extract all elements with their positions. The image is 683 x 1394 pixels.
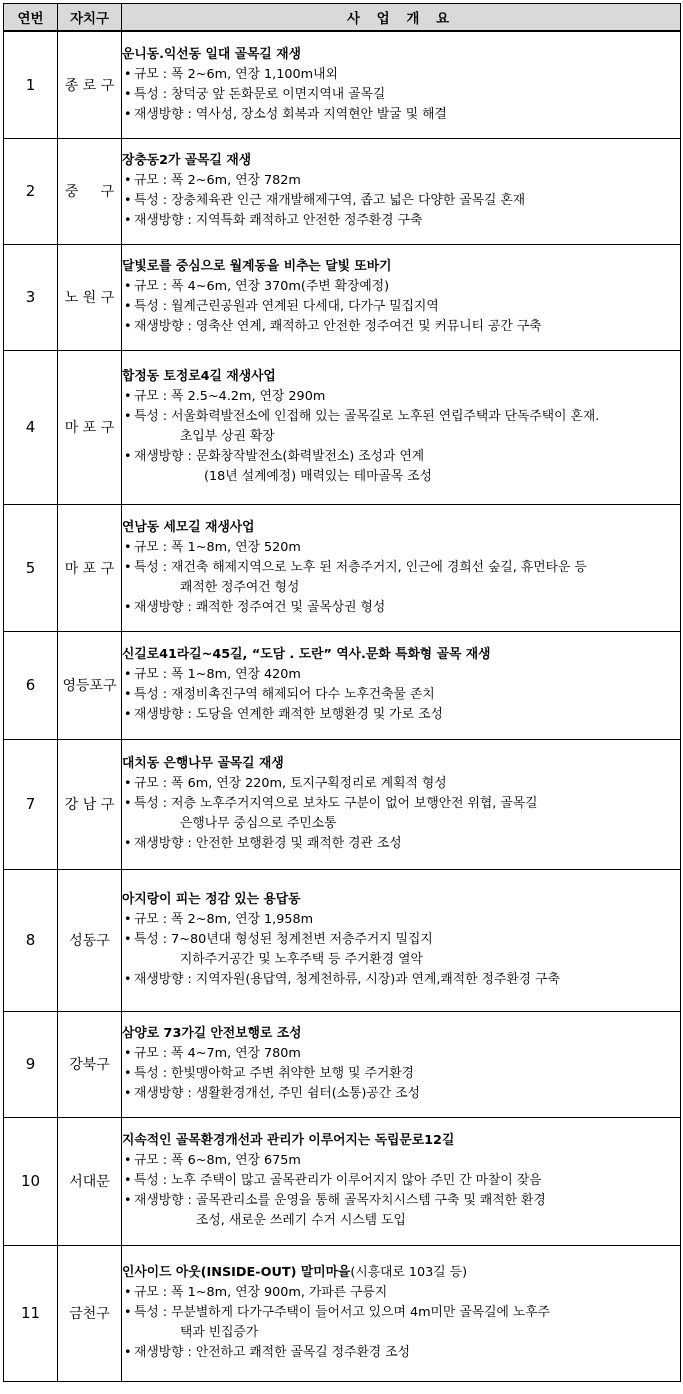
project-summary [122,869,681,1011]
project-title-text: 인사이드 아웃(INSIDE-OUT) 말미마을 [122,1265,351,1280]
project-title-text: 합정동 토정로4길 재생사업 [122,369,276,384]
table-row [4,631,681,739]
summary-item-continuation: 쾌적한 정주여건 형성 [180,579,300,595]
table-row [4,138,681,244]
table-row [4,869,681,1011]
summary-item: • 특성 : 창덕궁 앞 돈화문로 이면지역내 골목길 [122,85,680,105]
table-row [4,1011,681,1117]
project-title [122,1131,680,1151]
project-title [122,151,680,171]
project-summary [122,138,681,244]
project-title-text: 연남동 세모길 재생사업 [122,519,255,535]
row-number: 6 [4,631,58,739]
row-number: 1 [4,31,58,138]
summary-item: • 재생방향 : 역사성, 장소성 회복과 지역현안 발굴 및 해결 [122,105,680,125]
summary-item: • 규모 : 폭 6~8m, 연장 675m [122,1151,680,1171]
project-title-text: 달빛로를 중심으로 월계동을 비추는 달빛 또바기 [122,259,392,274]
summary-item: • 재생방향 : 지역자원(용답역, 청계천하류, 시장)과 연계,쾌적한 정주환경 구축 [122,970,680,990]
project-title-text: 삼양로 73가길 안전보행로 조성 [122,1026,302,1041]
table-row [4,739,681,869]
summary-item: • 규모 : 폭 1~8m, 연장 420m [122,665,680,685]
summary-item: • 재생방향 : 안전하고 쾌적한 골목길 정주환경 조성 [122,1343,680,1363]
row-number: 3 [4,244,58,350]
project-title-text: 장충동2가 골목길 재생 [122,153,252,168]
project-summary [122,1011,681,1117]
district-name: 영등포구 [58,631,122,739]
table-row [4,244,681,350]
summary-item: • 재생방향 : 골목관리소를 운영을 통해 골목자치시스템 구축 및 쾌적한 환경 [122,1191,680,1211]
summary-item: • 규모 : 폭 1~8m, 연장 520m [122,538,680,558]
table-row [4,31,681,138]
project-title-text: 운니동.익선동 일대 골목길 재생 [122,46,301,62]
table-row [4,1117,681,1245]
district-name: 중 구 [58,138,122,244]
project-summary [122,739,681,869]
project-summary [122,1117,681,1245]
district-name: 강 남 구 [58,739,122,869]
project-title [122,367,680,387]
project-summary [122,504,681,631]
district-name: 금천구 [58,1245,122,1381]
project-title [122,257,680,277]
project-table [3,3,681,1382]
row-number: 7 [4,739,58,869]
summary-item: • 특성 : 한빛맹아학교 주변 취약한 보행 및 주거환경 [122,1064,680,1084]
header-summary: 사 업 개 요 [122,4,681,32]
district-name: 강북구 [58,1011,122,1117]
row-number: 4 [4,350,58,504]
project-title [122,1024,680,1044]
summary-item: • 특성 : 노후 주택이 많고 골목관리가 이루어지지 않아 주민 간 마찰이 잦음 [122,1171,680,1191]
summary-item: • 특성 : 7~80년대 형성된 청계천변 저층주거지 밀집지 [122,930,680,950]
project-title [122,518,680,538]
project-summary [122,350,681,504]
table-header-row [4,4,681,32]
summary-item: • 특성 : 장충체육관 인근 재개발해제구역, 좁고 넓은 다양한 골목길 혼재 [122,191,680,211]
district-name: 마 포 구 [58,504,122,631]
summary-item: • 재생방향 : 안전한 보행환경 및 쾌적한 경관 조성 [122,834,680,854]
project-title [122,1263,680,1283]
project-summary [122,1245,681,1381]
district-name: 서대문 [58,1117,122,1245]
summary-item: • 규모 : 폭 6m, 연장 220m, 토지구획정리로 계획적 형성 [122,774,680,794]
summary-item: • 재생방향 : 생활환경개선, 주민 쉼터(소통)공간 조성 [122,1084,680,1104]
project-title-text: 대치동 은행나무 골목길 재생 [122,756,284,771]
summary-item: • 재생방향 : 지역특화 쾌적하고 안전한 정주환경 구축 [122,211,680,231]
header-no: 연번 [4,4,58,32]
summary-item: • 규모 : 폭 2~6m, 연장 782m [122,171,680,191]
header-district: 자치구 [58,4,122,32]
project-title-text: 아지랑이 피는 정감 있는 용답동 [122,892,301,907]
summary-item-continuation: 조성, 새로운 쓰레기 수거 시스템 도입 [196,1213,406,1228]
summary-item-continuation: 지하주거공간 및 노후주택 등 주거환경 열악 [180,952,423,967]
row-number: 8 [4,869,58,1011]
project-title-note: (시흥대로 103길 등) [350,1265,468,1280]
row-number: 10 [4,1117,58,1245]
row-number: 5 [4,504,58,631]
summary-item: • 특성 : 재건축 해제지역으로 노후 된 저층주거지, 인근에 경희선 숲길, 휴먼타운 등 [122,558,680,578]
table-row [4,350,681,504]
summary-item: • 규모 : 폭 2~6m, 연장 1,100m내외 [122,65,680,85]
summary-item: • 규모 : 폭 2~8m, 연장 1,958m [122,910,680,930]
project-title [122,645,680,665]
summary-item: • 특성 : 월계근린공원과 연계된 다세대, 다가구 밀집지역 [122,297,680,317]
summary-item-continuation: 초입부 상권 확장 [180,429,275,444]
summary-item: • 규모 : 폭 4~6m, 연장 370m(주변 확장예정) [122,277,680,297]
summary-item: • 특성 : 재정비촉진구역 해제되어 다수 노후건축물 존치 [122,685,680,705]
project-title [122,754,680,774]
row-number: 2 [4,138,58,244]
summary-item-continuation: (18년 설계예정) 매력있는 테마골목 조성 [204,469,432,484]
district-name: 종 로 구 [58,31,122,138]
summary-item: • 규모 : 폭 1~8m, 연장 900m, 가파른 구릉지 [122,1283,680,1303]
summary-item-continuation: 택과 빈집증가 [180,1325,259,1340]
district-name: 마 포 구 [58,350,122,504]
summary-item: • 재생방향 : 문화창작발전소(화력발전소) 조성과 연계 [122,447,680,467]
summary-item: • 특성 : 저층 노후주거지역으로 보차도 구분이 없어 보행안전 위협, 골목길 [122,794,680,814]
project-title [122,890,680,910]
table-row [4,1245,681,1381]
table-body [4,31,681,1381]
summary-item: • 특성 : 무분별하게 다가구주택이 들어서고 있으며 4m미만 골목길에 노후주 [122,1303,680,1323]
project-title-text: 신길로41라길~45길, “도담 . 도란” 역사.문화 특화형 골목 재생 [122,647,491,662]
row-number: 9 [4,1011,58,1117]
summary-item: • 규모 : 폭 4~7m, 연장 780m [122,1044,680,1064]
summary-item: • 재생방향 : 쾌적한 정주여건 및 골목상권 형성 [122,598,680,618]
table-row [4,504,681,631]
project-title [122,45,680,65]
project-summary [122,631,681,739]
summary-item: • 특성 : 서울화력발전소에 인접해 있는 골목길로 노후된 연립주택과 단독주택이 혼재. [122,407,680,427]
project-title-text: 지속적인 골목환경개선과 관리가 이루어지는 독립문로12길 [122,1133,455,1148]
row-number: 11 [4,1245,58,1381]
summary-item: • 재생방향 : 도당을 연계한 쾌적한 보행환경 및 가로 조성 [122,705,680,725]
summary-item-continuation: 은행나무 중심으로 주민소통 [180,816,337,831]
district-name: 노 원 구 [58,244,122,350]
project-summary [122,31,681,138]
summary-item: • 재생방향 : 영축산 연계, 쾌적하고 안전한 정주여건 및 커뮤니티 공간 구축 [122,317,680,337]
project-summary [122,244,681,350]
district-name: 성동구 [58,869,122,1011]
summary-item: • 규모 : 폭 2.5~4.2m, 연장 290m [122,387,680,407]
